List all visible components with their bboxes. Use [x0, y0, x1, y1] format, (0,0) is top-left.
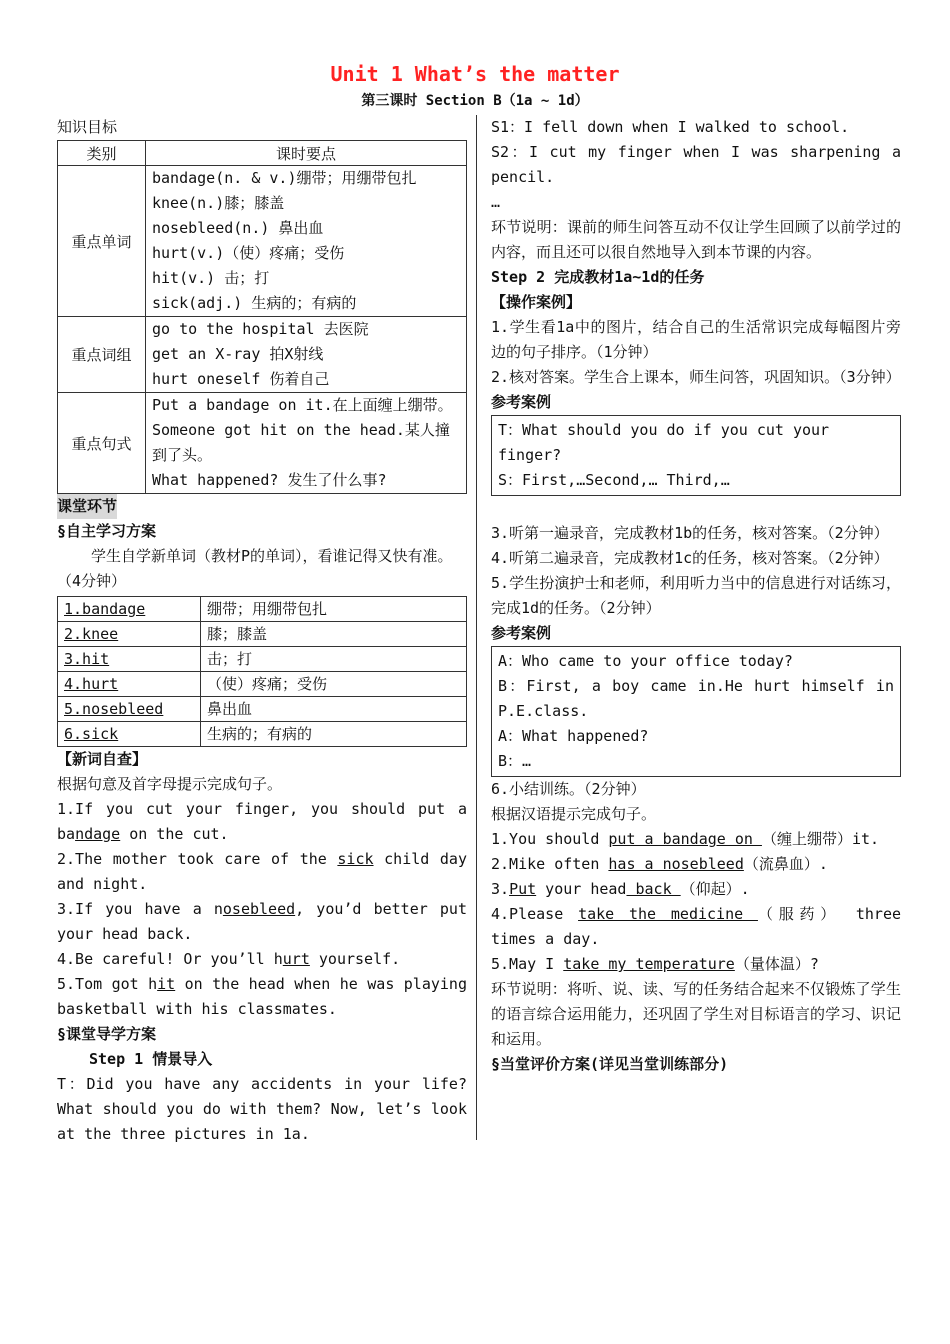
exercise-3 — [57, 897, 467, 947]
category-cell: 重点句式 — [58, 393, 146, 494]
operation-1: 1.学生看1a中的图片，结合自己的生活常识完成每幅图片旁边的句子排序。（1分钟） — [491, 318, 901, 361]
completion-answer: has a nosebleed — [608, 855, 744, 873]
word-cell: 3.hit — [58, 647, 201, 672]
dialogue-ellipsis: … — [491, 193, 501, 211]
point-item: go to the hospital 去医院 — [152, 320, 369, 338]
exercise-answer: urt — [282, 950, 310, 968]
self-study-intro: 学生自学新单词（教材P的单词），看谁记得又快有准。（4分钟） — [57, 547, 453, 590]
completion-text: （流鼻血）. — [743, 855, 828, 873]
reference-line: T：What should you do if you cut your finger? — [498, 421, 830, 464]
dialogue-s2: S2：I cut my finger when I was sharpening a pencil. — [491, 143, 901, 186]
point-item: knee(n.)膝；膝盖 — [152, 194, 285, 212]
completion-text: （量体温）? — [734, 955, 819, 973]
point-item: get an X-ray 拍X射线 — [152, 345, 324, 363]
meaning-cell: （使）疼痛；受伤 — [201, 672, 467, 697]
exercise-answer: it — [157, 975, 176, 993]
case-heading: 【操作案例】 — [491, 293, 582, 311]
exercise-5 — [57, 972, 467, 1022]
points-cell — [146, 166, 467, 317]
reference-line: A：Who came to your office today? — [498, 652, 793, 670]
column-divider — [476, 115, 477, 1140]
table-row — [58, 672, 467, 697]
meaning-cell: 击；打 — [201, 647, 467, 672]
word-cell: 1.bandage — [58, 597, 201, 622]
completion-text: （服药） three times a day. — [491, 905, 902, 948]
reference-line: A：What happened? — [498, 727, 649, 745]
completion-text: 2.Mike often — [491, 855, 609, 873]
category-cell: 重点词组 — [58, 317, 146, 393]
exercise-4 — [57, 947, 467, 972]
evaluation-heading: §当堂评价方案(详见当堂训练部分) — [491, 1055, 729, 1073]
completion-text: your head — [536, 880, 627, 898]
word-cell: 6.sick — [58, 722, 201, 747]
table-row — [58, 317, 467, 393]
exercise-text: 5.Tom got h — [57, 975, 158, 993]
completion-5 — [491, 952, 901, 977]
table-row — [58, 597, 467, 622]
exercise-text: child day and night. — [57, 850, 467, 893]
meaning-cell: 膝；膝盖 — [201, 622, 467, 647]
point-item: bandage(n. & v.)绷带；用绷带包扎 — [152, 169, 417, 187]
page-title: Unit 1 What’s the matter — [330, 62, 620, 86]
knowledge-label: 知识目标 — [57, 118, 118, 136]
completion-4 — [491, 902, 901, 952]
completion-answer: back — [626, 880, 681, 898]
table-row — [58, 647, 467, 672]
completion-text: 4.Please — [491, 905, 579, 923]
completion-answer: put a bandage on — [608, 830, 762, 848]
header-points: 课时要点 — [146, 141, 467, 166]
word-cell: 2.knee — [58, 622, 201, 647]
left-column — [57, 115, 467, 1147]
reference-box-1 — [491, 415, 901, 496]
operation-2: 2.核对答案。学生合上课本，师生问答，巩固知识。（3分钟） — [491, 368, 901, 386]
dialogue-s1: S1：I fell down when I walked to school. — [491, 118, 850, 136]
table-row — [58, 393, 467, 494]
reference-box-2 — [491, 646, 901, 777]
classroom-heading: 课堂环节 — [57, 494, 117, 519]
point-item: hurt oneself 伤着自己 — [152, 370, 330, 388]
exercise-answer: sick — [337, 850, 374, 868]
table-row — [58, 622, 467, 647]
point-item: hit(v.) 击；打 — [152, 269, 270, 287]
self-study-heading: §自主学习方案 — [57, 522, 157, 540]
exercise-text: 3.If you have a n — [57, 900, 223, 918]
completion-text: （缠上绷带）it. — [761, 830, 880, 848]
meaning-cell: 生病的；有病的 — [201, 722, 467, 747]
meaning-cell: 鼻出血 — [201, 697, 467, 722]
new-words-heading: 【新词自查】 — [57, 750, 148, 768]
new-words-intro: 根据句意及首字母提示完成句子。 — [57, 775, 283, 793]
exercise-text: 1.If you cut your finger, you should put a ba — [57, 800, 467, 843]
header-category: 类别 — [58, 141, 146, 166]
exercise-text: 4.Be careful! Or you’ll h — [57, 950, 283, 968]
word-cell: 4.hurt — [58, 672, 201, 697]
note-1: 环节说明：课前的师生问答互动不仅让学生回顾了以前学过的内容，而且还可以很自然地导入到本节课的内容。 — [491, 218, 901, 261]
reference-heading-2: 参考案例 — [491, 624, 552, 642]
completion-answer: Put — [509, 880, 537, 898]
points-cell — [146, 393, 467, 494]
step1-heading: Step 1 情景导入 — [89, 1050, 213, 1068]
completion-1 — [491, 827, 901, 852]
page-subtitle: 第三课时 Section B（1a ~ 1d） — [361, 93, 589, 109]
reference-heading-1: 参考案例 — [491, 393, 552, 411]
step2-heading: Step 2 完成教材1a~1d的任务 — [491, 268, 705, 286]
completion-2 — [491, 852, 901, 877]
completion-text: 1.You should — [491, 830, 609, 848]
exercise-answer: osebleed — [222, 900, 296, 918]
spacer — [491, 496, 901, 521]
guide-heading: §课堂导学方案 — [57, 1025, 157, 1043]
exercise-text: 2.The mother took care of the — [57, 850, 338, 868]
exercise-text: yourself. — [309, 950, 401, 968]
completion-text: （仰起）. — [680, 880, 750, 898]
point-item: nosebleed(n.) 鼻出血 — [152, 219, 324, 237]
table-row — [58, 697, 467, 722]
step1-text: T：Did you have any accidents in your life? What should you do with them? Now, let’s look at the three pictures in 1a. — [57, 1075, 467, 1143]
point-item: hurt(v.)（使）疼痛；受伤 — [152, 244, 345, 262]
exercise-text: on the cut. — [120, 825, 229, 843]
points-cell — [146, 317, 467, 393]
exercise-answer: ndage — [75, 825, 121, 843]
exercise-text: on the head when he was playing basketball with his classmates. — [57, 975, 467, 1018]
note-2: 环节说明：将听、说、读、写的任务结合起来不仅锻炼了学生的语言综合运用能力，还巩固了学生对目标语言的学习、识记和运用。 — [491, 980, 901, 1048]
operation-3: 3.听第一遍录音，完成教材1b的任务，核对答案。（2分钟） — [491, 524, 889, 542]
exercise-2 — [57, 847, 467, 897]
operation-6-intro: 根据汉语提示完成句子。 — [491, 805, 657, 823]
knowledge-table — [57, 140, 467, 494]
operation-5: 5.学生扮演护士和老师，利用听力当中的信息进行对话练习，完成1d的任务。（2分钟） — [491, 574, 901, 617]
point-item: sick(adj.) 生病的；有病的 — [152, 294, 357, 312]
reference-line: B：… — [498, 752, 532, 770]
exercise-text: , you’d better put your head back. — [57, 900, 467, 943]
operation-4: 4.听第二遍录音，完成教材1c的任务，核对答案。（2分钟） — [491, 549, 889, 567]
table-row — [58, 722, 467, 747]
completion-answer: take the medicine — [578, 905, 758, 923]
reference-line: B：First, a boy came in.He hurt himself in P.E.class. — [498, 677, 894, 720]
operation-6: 6.小结训练。（2分钟） — [491, 780, 646, 798]
completion-text: 5.May I — [491, 955, 564, 973]
completion-3 — [491, 877, 901, 902]
meaning-cell: 绷带；用绷带包扎 — [201, 597, 467, 622]
point-item: Put a bandage on it.在上面缠上绷带。 — [152, 396, 453, 414]
exercise-1 — [57, 797, 467, 847]
reference-line: S：First,…Second,… Third,… — [498, 471, 730, 489]
point-item: Someone got hit on the head.某人撞到了头。 — [152, 421, 450, 464]
knowledge-header-row — [58, 141, 467, 166]
category-cell: 重点单词 — [58, 166, 146, 317]
right-column — [491, 115, 901, 1077]
word-cell: 5.nosebleed — [58, 697, 201, 722]
completion-text: 3. — [491, 880, 510, 898]
word-table — [57, 596, 467, 747]
table-row — [58, 166, 467, 317]
completion-answer: take my temperature — [563, 955, 735, 973]
point-item: What happened? 发生了什么事? — [152, 471, 387, 489]
